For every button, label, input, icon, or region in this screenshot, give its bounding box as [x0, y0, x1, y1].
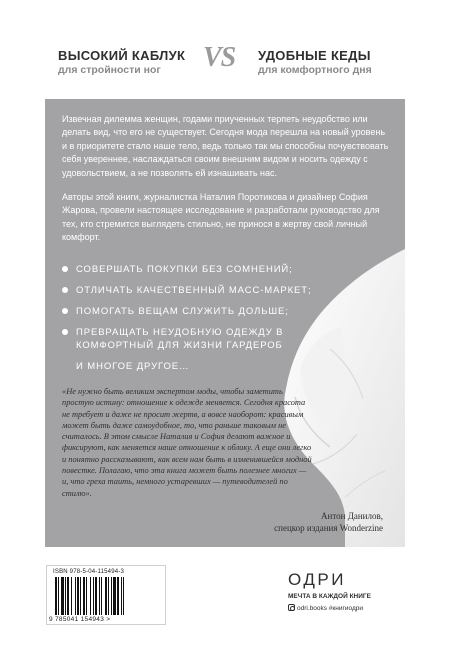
- bullet-icon: [62, 329, 68, 335]
- benefits-list: [62, 263, 392, 381]
- bullet-icon: [62, 287, 68, 293]
- right-title: УДОБНЫЕ КЕДЫ: [258, 48, 371, 63]
- list-tail: И МНОГОЕ ДРУГОЕ…: [76, 361, 190, 372]
- publisher-slogan: МЕЧТА В КАЖДОЙ КНИГЕ: [288, 593, 371, 600]
- isbn-text: ISBN 978-5-04-115494-3: [53, 569, 124, 575]
- list-item: СОВЕРШАТЬ ПОКУПКИ БЕЗ СОМНЕНИЙ;: [62, 263, 392, 276]
- description-panel: [45, 99, 405, 547]
- bullet-icon: [62, 266, 68, 272]
- authors-paragraph: Авторы этой книги, журналистка Наталия Поротикова и дизайнер София Жарова, провели настоящее исследование и разработали руководство для тех, кто стремится выглядеть стильно, не принося в жертву свой личный комфорт.: [62, 192, 380, 243]
- publisher-block: [288, 571, 408, 613]
- barcode-digits: 9 785041 154943 >: [49, 616, 111, 623]
- barcode-bars: [53, 577, 161, 615]
- left-subtitle: для стройности ног: [58, 64, 161, 76]
- cover-header: [0, 0, 450, 95]
- publisher-social: odri.books #книгиодри: [288, 604, 408, 613]
- publisher-logo: ОДРИ: [288, 570, 346, 589]
- bullet-icon: [62, 308, 68, 314]
- left-title: ВЫСОКИЙ КАБЛУК: [58, 48, 186, 63]
- author-role: спецкор издания Wonderzine: [274, 523, 383, 533]
- right-subtitle: для комфортного дня: [258, 64, 372, 76]
- list-item: ПОМОГАТЬ ВЕЩАМ СЛУЖИТЬ ДОЛЬШЕ;: [62, 305, 392, 318]
- barcode: [46, 565, 166, 625]
- list-item: ПРЕВРАЩАТЬ НЕУДОБНУЮ ОДЕЖДУ В КОМФОРТНЫЙ ДЛЯ ЖИЗНИ ГАРДЕРОБ: [62, 326, 322, 352]
- author-name: Антон Данилов,: [321, 511, 383, 521]
- left-heading: [58, 48, 193, 77]
- quote-author: [274, 510, 383, 534]
- vs-mark: VS: [203, 42, 236, 73]
- intro-paragraph: Извечная дилемма женщин, годами приученных терпеть неудобство или делать вид, что его не существует. Сегодня мода перешла на новый уровень и в приоритете стало наше тело, ведь только так мы способны почувствовать себя увереннее, наслаждаться своим внешним видом и носить одежду с удовольствием, а не позволять ей изнашивать нас.: [62, 114, 389, 178]
- right-heading: [258, 48, 408, 77]
- list-item: ОТЛИЧАТЬ КАЧЕСТВЕННЫЙ МАСС-МАРКЕТ;: [62, 284, 392, 297]
- instagram-icon: [288, 604, 295, 611]
- review-quote: «Не нужно быть великим экспертом моды, чтобы заметить простую истину: отношение к одежде меняется. Сегодня красота не требует и даже не просит жертв, а вовсе наоборот: красивым может быть даже самоудобное, то, что раньше таковым не считалось. В этом смысле Наталия и София делают важное и фиксируют, как меняется наше отношение к облику. А еще они легко и понятно рассказывают, как всем нам быть в изменившейся модной повестке. Полагаю, что эта книга может быть полезнее многих — и, что греха таить, немного устаревших — путеводителей по стилю».: [62, 387, 312, 498]
